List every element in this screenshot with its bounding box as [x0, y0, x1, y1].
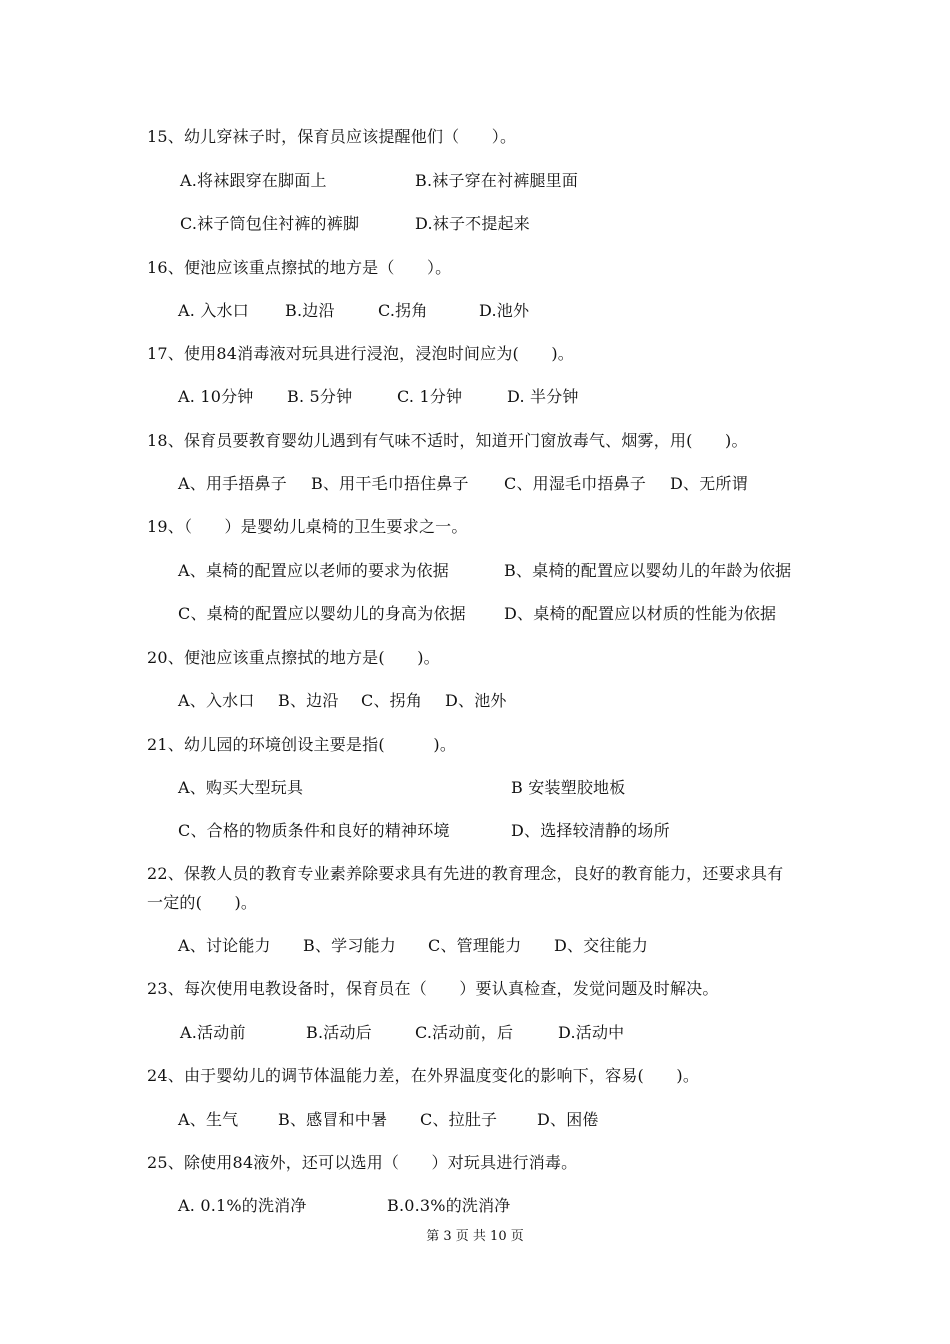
- question-23-stem: 23、每次使用电教设备时，保育员在（ ）要认真检查，发觉问题及时解决。: [147, 979, 719, 998]
- question-15-option-c: C.袜子筒包住衬裤的裤脚: [180, 214, 360, 233]
- question-19-option-b: B、桌椅的配置应以婴幼儿的年龄为依据: [504, 561, 792, 580]
- question-15-option-d: D.袜子不提起来: [415, 214, 530, 233]
- question-16-option-a: A. 入水口: [178, 301, 249, 320]
- question-19-option-a: A、桌椅的配置应以老师的要求为依据: [178, 561, 449, 580]
- question-17-stem: 17、使用84消毒液对玩具进行浸泡，浸泡时间应为( )。: [147, 344, 575, 363]
- question-17-option-c: C. 1分钟: [397, 387, 463, 406]
- question-15-stem: 15、幼儿穿袜子时，保育员应该提醒他们（ ）。: [147, 127, 517, 146]
- question-24-option-b: B、感冒和中暑: [278, 1110, 388, 1129]
- question-22-stem-line-2: 一定的( )。: [147, 893, 258, 912]
- question-20-option-b: B、边沿: [278, 691, 339, 710]
- question-25-option-b: B.0.3%的洗消净: [387, 1196, 511, 1215]
- page-number-text: 第 3 页 共 10 页: [426, 1229, 524, 1244]
- question-19-option-c: C、桌椅的配置应以婴幼儿的身高为依据: [178, 604, 466, 623]
- question-22-option-a: A、讨论能力: [178, 936, 271, 955]
- page-footer: [0, 1228, 950, 1246]
- question-16-option-d: D.池外: [479, 301, 530, 320]
- question-21-option-b: B 安装塑胶地板: [511, 778, 626, 797]
- question-17-option-d: D. 半分钟: [507, 387, 579, 406]
- question-23-option-b: B.活动后: [306, 1023, 372, 1042]
- question-18-option-c: C、用湿毛巾捂鼻子: [504, 474, 647, 493]
- question-21-option-d: D、选择较清静的场所: [511, 821, 670, 840]
- question-25-stem: 25、除使用84液外，还可以选用（ ）对玩具进行消毒。: [147, 1153, 578, 1172]
- question-22-option-c: C、管理能力: [428, 936, 522, 955]
- question-22-stem-line-1: 22、保教人员的教育专业素养除要求具有先进的教育理念，良好的教育能力，还要求具有: [147, 864, 784, 883]
- question-24-option-d: D、困倦: [537, 1110, 599, 1129]
- question-23-option-a: A.活动前: [180, 1023, 246, 1042]
- question-24-stem: 24、由于婴幼儿的调节体温能力差，在外界温度变化的影响下，容易( )。: [147, 1066, 700, 1085]
- question-24-option-c: C、拉肚子: [420, 1110, 498, 1129]
- question-21-stem: 21、幼儿园的环境创设主要是指( )。: [147, 735, 457, 754]
- question-18-option-d: D、无所谓: [670, 474, 748, 493]
- question-20-stem: 20、便池应该重点擦拭的地方是( )。: [147, 648, 440, 667]
- question-24-option-a: A、生气: [178, 1110, 239, 1129]
- question-23-option-c: C.活动前，后: [415, 1023, 514, 1042]
- question-19-option-d: D、桌椅的配置应以材质的性能为依据: [504, 604, 777, 623]
- question-21-option-c: C、合格的物质条件和良好的精神环境: [178, 821, 450, 840]
- question-21-option-a: A、购买大型玩具: [178, 778, 304, 797]
- question-19-stem: 19、（ ）是婴幼儿桌椅的卫生要求之一。: [147, 517, 468, 536]
- question-25-option-a: A. 0.1%的洗消净: [178, 1196, 307, 1215]
- question-18-stem: 18、保育员要教育婴幼儿遇到有气味不适时，知道开门窗放毒气、烟雾，用( )。: [147, 431, 748, 450]
- question-17-option-b: B. 5分钟: [287, 387, 353, 406]
- question-18-option-a: A、用手捂鼻子: [178, 474, 287, 493]
- question-22-option-d: D、交往能力: [554, 936, 649, 955]
- question-16-option-c: C.拐角: [378, 301, 428, 320]
- question-20-option-c: C、拐角: [361, 691, 423, 710]
- question-22-option-b: B、学习能力: [303, 936, 396, 955]
- question-23-option-d: D.活动中: [558, 1023, 625, 1042]
- question-15-option-a: A.将袜跟穿在脚面上: [180, 171, 327, 190]
- question-16-option-b: B.边沿: [285, 301, 335, 320]
- question-16-stem: 16、便池应该重点擦拭的地方是（ ）。: [147, 258, 452, 277]
- question-17-option-a: A. 10分钟: [178, 387, 254, 406]
- question-18-option-b: B、用干毛巾捂住鼻子: [311, 474, 469, 493]
- question-20-option-a: A、入水口: [178, 691, 255, 710]
- question-20-option-d: D、池外: [445, 691, 507, 710]
- question-15-option-b: B.袜子穿在衬裤腿里面: [415, 171, 579, 190]
